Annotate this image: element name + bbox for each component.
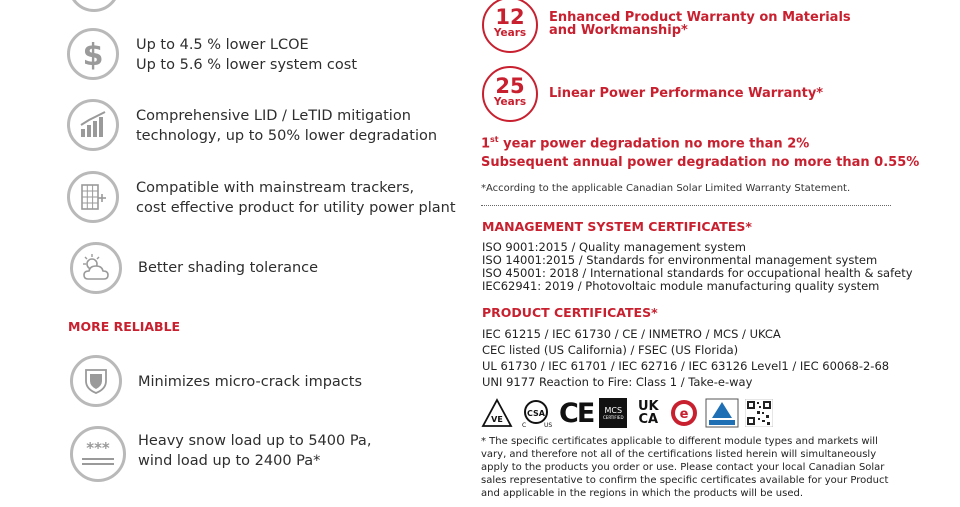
feature-line: Better shading tolerance bbox=[138, 260, 319, 276]
product-title: PRODUCT CERTIFICATES* bbox=[482, 305, 658, 320]
feature-line: wind load up to 2400 Pa* bbox=[138, 453, 321, 469]
warranty-25-text bbox=[549, 87, 823, 100]
growth-chart-icon bbox=[67, 99, 119, 151]
sun-cloud-icon bbox=[70, 242, 122, 294]
product-item: IEC 61215 / IEC 61730 / CE / INMETRO / MCS / UKCA bbox=[482, 327, 781, 341]
warranty-line: Enhanced Product Warranty on Materials bbox=[549, 10, 851, 25]
take-e-way-logo-icon bbox=[669, 398, 699, 428]
degradation-year-num: 1 bbox=[481, 136, 491, 152]
badge-unit: Years bbox=[493, 96, 527, 108]
product-list bbox=[482, 326, 889, 390]
management-title: MANAGEMENT SYSTEM CERTIFICATES* bbox=[482, 219, 752, 234]
feature-lcoe-text bbox=[136, 35, 357, 75]
management-item: ISO 45001: 2018 / International standards for occupational health & safety bbox=[482, 266, 913, 280]
degradation-first-year bbox=[481, 135, 809, 151]
tracker-panel-icon bbox=[67, 171, 119, 223]
feature-line: Up to 5.6 % lower system cost bbox=[136, 57, 358, 73]
svg-text:***: *** bbox=[86, 440, 110, 457]
badge-number: 12 bbox=[495, 5, 525, 29]
badge-unit: Years bbox=[493, 27, 527, 39]
mcs-certified-text: CERTIFIED bbox=[603, 415, 624, 420]
tuv-logo-icon bbox=[705, 398, 739, 428]
feature-line: Compatible with mainstream trackers, bbox=[136, 180, 415, 196]
management-item: IEC62941: 2019 / Photovoltaic module manufacturing quality system bbox=[482, 279, 880, 293]
mcs-logo-icon bbox=[599, 398, 627, 428]
degradation-annual: Subsequent annual power degradation no more than 0.55% bbox=[481, 155, 920, 170]
badge-number: 25 bbox=[495, 74, 525, 98]
mcs-logo-text: MCS bbox=[604, 406, 623, 415]
feature-line: Heavy snow load up to 5400 Pa, bbox=[138, 433, 372, 449]
feature-line: Up to 4.5 % lower LCOE bbox=[136, 37, 309, 53]
feature-load-text bbox=[138, 431, 371, 471]
warranty-12-text bbox=[549, 11, 851, 37]
certification-logos bbox=[481, 397, 773, 429]
management-item: ISO 14001:2015 / Standards for environmental management system bbox=[482, 253, 878, 267]
feature-shading-text bbox=[138, 258, 318, 278]
feature-line: cost effective product for utility power plant bbox=[136, 200, 456, 216]
warranty-note: *According to the applicable Canadian Solar Limited Warranty Statement. bbox=[481, 183, 851, 194]
ukca-top-text: UK bbox=[637, 399, 659, 414]
csa-us-text: US bbox=[544, 422, 553, 428]
degradation-ordinal: st bbox=[490, 135, 499, 144]
product-item: CEC listed (US California) / FSEC (US Florida) bbox=[482, 343, 739, 357]
divider bbox=[481, 205, 891, 206]
feature-line: technology, up to 50% lower degradation bbox=[136, 128, 438, 144]
warranty-line: and Workmanship* bbox=[549, 23, 688, 38]
certificate-qr-icon bbox=[745, 398, 773, 428]
product-item: UL 61730 / IEC 61701 / IEC 62716 / IEC 63126 Level1 / IEC 60068-2-68 bbox=[482, 359, 890, 373]
feature-microcrack-text bbox=[138, 372, 362, 392]
ukca-bottom-text: CA bbox=[638, 412, 659, 427]
certificate-footnote: * The specific certificates applicable to different module types and markets will vary, and therefore not all of the certifications listed herein will simultaneously apply to the products you order or use. Please contact your local Canadian Solar sales representative to confirm the specific certificates available for your Product and applicable in the regions in which the products will be used. bbox=[481, 436, 889, 499]
feature-tracker-text bbox=[136, 178, 456, 218]
product-item: UNI 9177 Reaction to Fire: Class 1 / Take-e-way bbox=[482, 375, 753, 389]
feature-lid-text bbox=[136, 106, 437, 146]
more-reliable-title: MORE RELIABLE bbox=[68, 319, 181, 334]
top-cut-icon bbox=[68, 0, 120, 12]
feature-line: Minimizes micro-crack impacts bbox=[138, 374, 362, 390]
svg-text:$: $ bbox=[82, 38, 104, 71]
snow-load-icon bbox=[70, 426, 126, 482]
warranty-line: Linear Power Performance Warranty* bbox=[549, 86, 824, 101]
ukca-logo-icon bbox=[633, 398, 663, 428]
management-item: ISO 9001:2015 / Quality management system bbox=[482, 240, 747, 254]
management-list bbox=[482, 241, 913, 293]
csa-logo-icon bbox=[519, 398, 553, 428]
degradation-first-text: year power degradation no more than 2% bbox=[498, 136, 810, 152]
dollar-icon bbox=[67, 28, 119, 80]
warranty-25-badge bbox=[482, 66, 538, 122]
shield-icon bbox=[70, 355, 122, 407]
feature-line: Comprehensive LID / LeTID mitigation bbox=[136, 108, 411, 124]
csa-c-text: C bbox=[522, 422, 527, 428]
ce-logo-text: CE bbox=[559, 397, 594, 429]
ve-logo-icon bbox=[481, 398, 513, 428]
ve-logo-text: VE bbox=[491, 415, 503, 424]
warranty-12-badge bbox=[482, 0, 538, 53]
eway-logo-text: e bbox=[679, 407, 689, 422]
csa-logo-text: CSA bbox=[527, 409, 545, 418]
ce-logo-icon bbox=[559, 398, 593, 428]
